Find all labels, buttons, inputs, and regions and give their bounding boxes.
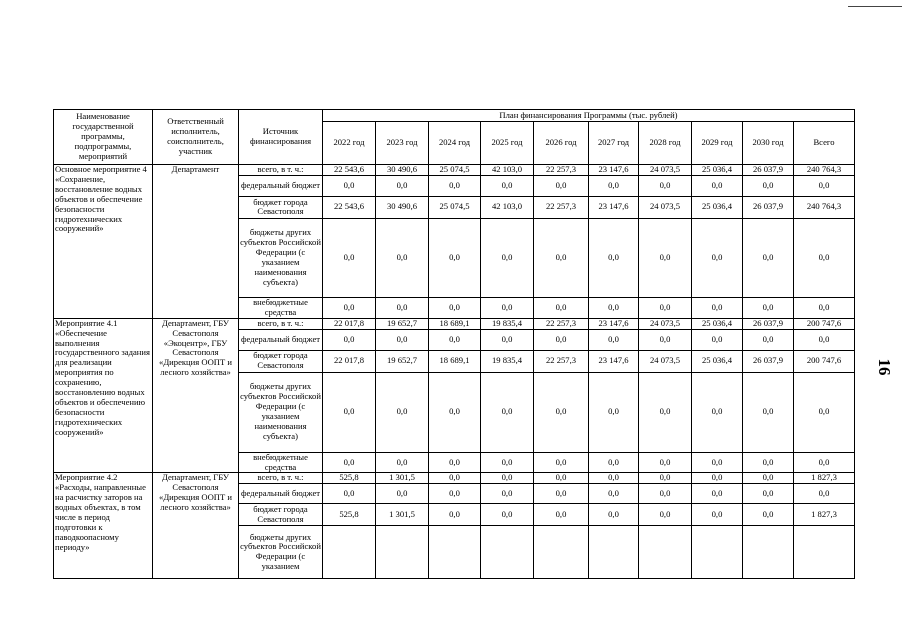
amount-cell: 23 147,6 xyxy=(589,318,639,329)
amount-cell: 0,0 xyxy=(534,452,589,473)
responsible-executor: Департамент, ГБУ Севастополя «Экоцентр», ГБУ Севастополя «Дирекция ООПТ и лесного хозяйства» xyxy=(153,318,239,473)
amount-cell: 0,0 xyxy=(376,218,429,297)
page-number: 16 xyxy=(875,358,894,376)
amount-cell: 0,0 xyxy=(692,297,743,318)
amount-cell: 0,0 xyxy=(323,175,376,196)
funding-source-extra: внебюджетные средства xyxy=(239,452,323,473)
table-row xyxy=(54,473,855,484)
amount-cell xyxy=(639,526,692,579)
amount-cell: 30 490,6 xyxy=(376,196,429,218)
amount-cell: 0,0 xyxy=(429,372,481,452)
amount-cell: 0,0 xyxy=(429,175,481,196)
funding-source-total: всего, в т. ч.: xyxy=(239,318,323,329)
amount-cell: 18 689,1 xyxy=(429,318,481,329)
amount-cell: 0,0 xyxy=(323,484,376,504)
amount-cell: 30 490,6 xyxy=(376,165,429,176)
amount-cell: 0,0 xyxy=(692,329,743,350)
measure-name: Мероприятие 4.2 «Расходы, направленные на расчистку заторов на водных объектах, в том числе в период подготовки к паводкоопасному периоду» xyxy=(54,473,153,579)
header-year: 2028 год xyxy=(639,122,692,165)
amount-cell: 0,0 xyxy=(323,329,376,350)
amount-cell: 19 652,7 xyxy=(376,350,429,372)
amount-cell: 26 037,9 xyxy=(743,318,794,329)
amount-cell: 0,0 xyxy=(589,218,639,297)
amount-cell: 0,0 xyxy=(481,473,534,484)
amount-cell: 0,0 xyxy=(743,473,794,484)
funding-source-federal: федеральный бюджет xyxy=(239,175,323,196)
responsible-executor: Департамент xyxy=(153,165,239,319)
amount-cell: 0,0 xyxy=(692,504,743,526)
amount-cell: 25 074,5 xyxy=(429,196,481,218)
header-year: 2025 год xyxy=(481,122,534,165)
amount-cell xyxy=(376,526,429,579)
amount-cell: 22 017,8 xyxy=(323,350,376,372)
header-year: 2022 год xyxy=(323,122,376,165)
amount-cell: 0,0 xyxy=(743,218,794,297)
total-amount-cell: 0,0 xyxy=(794,175,855,196)
amount-cell: 0,0 xyxy=(692,372,743,452)
total-amount-cell: 0,0 xyxy=(794,329,855,350)
amount-cell: 25 036,4 xyxy=(692,165,743,176)
amount-cell xyxy=(534,526,589,579)
measure-name: Основное мероприятие 4 «Сохранение, восстановление водных объектов и обеспечение безопасности гидротехнических сооружений» xyxy=(54,165,153,319)
amount-cell: 0,0 xyxy=(376,372,429,452)
amount-cell: 525,8 xyxy=(323,504,376,526)
amount-cell: 0,0 xyxy=(692,452,743,473)
amount-cell: 525,8 xyxy=(323,473,376,484)
amount-cell: 0,0 xyxy=(692,218,743,297)
amount-cell: 22 543,6 xyxy=(323,165,376,176)
financing-table xyxy=(53,109,855,579)
amount-cell: 0,0 xyxy=(589,473,639,484)
amount-cell: 25 036,4 xyxy=(692,350,743,372)
amount-cell: 0,0 xyxy=(534,372,589,452)
amount-cell: 25 074,5 xyxy=(429,165,481,176)
header-year: 2024 год xyxy=(429,122,481,165)
amount-cell: 1 301,5 xyxy=(376,473,429,484)
amount-cell: 0,0 xyxy=(429,473,481,484)
amount-cell: 22 543,6 xyxy=(323,196,376,218)
amount-cell: 0,0 xyxy=(639,218,692,297)
amount-cell: 23 147,6 xyxy=(589,165,639,176)
amount-cell: 18 689,1 xyxy=(429,350,481,372)
responsible-executor: Департамент, ГБУ Севастополя «Дирекция ООПТ и лесного хозяйства» xyxy=(153,473,239,579)
table-row xyxy=(54,165,855,176)
amount-cell: 1 301,5 xyxy=(376,504,429,526)
header-year: 2026 год xyxy=(534,122,589,165)
amount-cell: 0,0 xyxy=(639,297,692,318)
amount-cell: 22 017,8 xyxy=(323,318,376,329)
table-row xyxy=(54,318,855,329)
amount-cell: 0,0 xyxy=(743,329,794,350)
amount-cell: 0,0 xyxy=(429,504,481,526)
amount-cell xyxy=(481,526,534,579)
amount-cell: 25 036,4 xyxy=(692,196,743,218)
amount-cell: 0,0 xyxy=(534,504,589,526)
total-amount-cell: 1 827,3 xyxy=(794,504,855,526)
amount-cell: 0,0 xyxy=(534,329,589,350)
amount-cell: 0,0 xyxy=(534,218,589,297)
amount-cell: 19 835,4 xyxy=(481,318,534,329)
amount-cell xyxy=(323,526,376,579)
amount-cell xyxy=(743,526,794,579)
amount-cell: 0,0 xyxy=(429,297,481,318)
amount-cell xyxy=(692,526,743,579)
funding-source-total: всего, в т. ч.: xyxy=(239,473,323,484)
amount-cell: 0,0 xyxy=(639,329,692,350)
amount-cell: 19 652,7 xyxy=(376,318,429,329)
amount-cell: 42 103,0 xyxy=(481,196,534,218)
total-amount-cell: 200 747,6 xyxy=(794,350,855,372)
amount-cell: 0,0 xyxy=(743,452,794,473)
header-responsible: Ответственный исполнитель, соисполнитель, участник xyxy=(153,110,239,165)
funding-source-city: бюджет города Севастополя xyxy=(239,504,323,526)
funding-source-other: бюджеты других субъектов Российской Федерации (с указанием наименования субъекта) xyxy=(239,372,323,452)
amount-cell: 0,0 xyxy=(481,484,534,504)
amount-cell: 0,0 xyxy=(589,484,639,504)
amount-cell: 0,0 xyxy=(376,452,429,473)
amount-cell: 19 835,4 xyxy=(481,350,534,372)
amount-cell: 0,0 xyxy=(743,504,794,526)
amount-cell: 23 147,6 xyxy=(589,196,639,218)
amount-cell: 0,0 xyxy=(376,297,429,318)
amount-cell: 0,0 xyxy=(639,175,692,196)
funding-source-city: бюджет города Севастополя xyxy=(239,196,323,218)
funding-source-total: всего, в т. ч.: xyxy=(239,165,323,176)
total-amount-cell: 240 764,3 xyxy=(794,165,855,176)
total-amount-cell: 200 747,6 xyxy=(794,318,855,329)
amount-cell: 24 073,5 xyxy=(639,165,692,176)
amount-cell: 0,0 xyxy=(692,484,743,504)
amount-cell: 0,0 xyxy=(743,175,794,196)
amount-cell: 0,0 xyxy=(639,372,692,452)
amount-cell: 22 257,3 xyxy=(534,350,589,372)
amount-cell: 0,0 xyxy=(743,484,794,504)
amount-cell: 0,0 xyxy=(429,329,481,350)
amount-cell: 0,0 xyxy=(481,452,534,473)
amount-cell: 0,0 xyxy=(534,297,589,318)
amount-cell: 22 257,3 xyxy=(534,196,589,218)
total-amount-cell: 0,0 xyxy=(794,297,855,318)
amount-cell: 0,0 xyxy=(481,504,534,526)
total-amount-cell: 240 764,3 xyxy=(794,196,855,218)
amount-cell: 0,0 xyxy=(376,329,429,350)
amount-cell: 0,0 xyxy=(323,297,376,318)
amount-cell: 24 073,5 xyxy=(639,318,692,329)
amount-cell: 0,0 xyxy=(376,175,429,196)
funding-source-federal: федеральный бюджет xyxy=(239,484,323,504)
amount-cell: 26 037,9 xyxy=(743,165,794,176)
amount-cell: 26 037,9 xyxy=(743,350,794,372)
amount-cell: 22 257,3 xyxy=(534,318,589,329)
amount-cell: 0,0 xyxy=(323,372,376,452)
total-amount-cell: 0,0 xyxy=(794,372,855,452)
total-amount-cell: 1 827,3 xyxy=(794,473,855,484)
amount-cell: 0,0 xyxy=(589,504,639,526)
amount-cell: 0,0 xyxy=(692,175,743,196)
funding-source-city: бюджет города Севастополя xyxy=(239,350,323,372)
amount-cell: 0,0 xyxy=(743,372,794,452)
total-amount-cell: 0,0 xyxy=(794,452,855,473)
amount-cell: 0,0 xyxy=(589,297,639,318)
amount-cell: 0,0 xyxy=(639,504,692,526)
amount-cell: 0,0 xyxy=(639,473,692,484)
amount-cell: 23 147,6 xyxy=(589,350,639,372)
amount-cell: 0,0 xyxy=(639,484,692,504)
amount-cell: 24 073,5 xyxy=(639,196,692,218)
amount-cell: 0,0 xyxy=(376,484,429,504)
amount-cell: 0,0 xyxy=(692,473,743,484)
amount-cell: 0,0 xyxy=(481,372,534,452)
amount-cell: 0,0 xyxy=(429,484,481,504)
funding-source-federal: федеральный бюджет xyxy=(239,329,323,350)
funding-source-other: бюджеты других субъектов Российской Федерации (с указанием xyxy=(239,526,323,579)
amount-cell: 22 257,3 xyxy=(534,165,589,176)
amount-cell: 0,0 xyxy=(534,484,589,504)
amount-cell: 0,0 xyxy=(534,473,589,484)
amount-cell: 0,0 xyxy=(481,175,534,196)
amount-cell: 25 036,4 xyxy=(692,318,743,329)
amount-cell: 42 103,0 xyxy=(481,165,534,176)
top-rule xyxy=(848,6,902,7)
funding-source-other: бюджеты других субъектов Российской Федерации (с указанием наименования субъекта) xyxy=(239,218,323,297)
total-amount-cell: 0,0 xyxy=(794,484,855,504)
header-year: 2027 год xyxy=(589,122,639,165)
amount-cell: 0,0 xyxy=(429,452,481,473)
amount-cell: 0,0 xyxy=(534,175,589,196)
amount-cell: 0,0 xyxy=(323,218,376,297)
header-name: Наименование государственной программы, подпрограммы, мероприятий xyxy=(54,110,153,165)
amount-cell: 0,0 xyxy=(589,175,639,196)
amount-cell: 0,0 xyxy=(743,297,794,318)
header-year: 2023 год xyxy=(376,122,429,165)
amount-cell: 0,0 xyxy=(481,329,534,350)
header-year: 2029 год xyxy=(692,122,743,165)
header-source: Источник финансирования xyxy=(239,110,323,165)
amount-cell: 0,0 xyxy=(429,218,481,297)
amount-cell: 0,0 xyxy=(639,452,692,473)
header-year: 2030 год xyxy=(743,122,794,165)
amount-cell: 0,0 xyxy=(481,297,534,318)
amount-cell: 0,0 xyxy=(589,372,639,452)
total-amount-cell: 0,0 xyxy=(794,218,855,297)
amount-cell: 0,0 xyxy=(589,329,639,350)
amount-cell xyxy=(589,526,639,579)
total-amount-cell xyxy=(794,526,855,579)
funding-source-extra: внебюджетные средства xyxy=(239,297,323,318)
amount-cell: 24 073,5 xyxy=(639,350,692,372)
header-plan-title: План финансирования Программы (тыс. рублей) xyxy=(323,110,855,122)
header-total: Всего xyxy=(794,122,855,165)
amount-cell: 0,0 xyxy=(589,452,639,473)
measure-name: Мероприятие 4.1 «Обеспечение выполнения государственного задания для реализации мероприятия по сохранению, восстановлению водных объектов и обеспечению безопасности гидротехнических сооружений» xyxy=(54,318,153,473)
amount-cell xyxy=(429,526,481,579)
amount-cell: 0,0 xyxy=(323,452,376,473)
amount-cell: 26 037,9 xyxy=(743,196,794,218)
amount-cell: 0,0 xyxy=(481,218,534,297)
